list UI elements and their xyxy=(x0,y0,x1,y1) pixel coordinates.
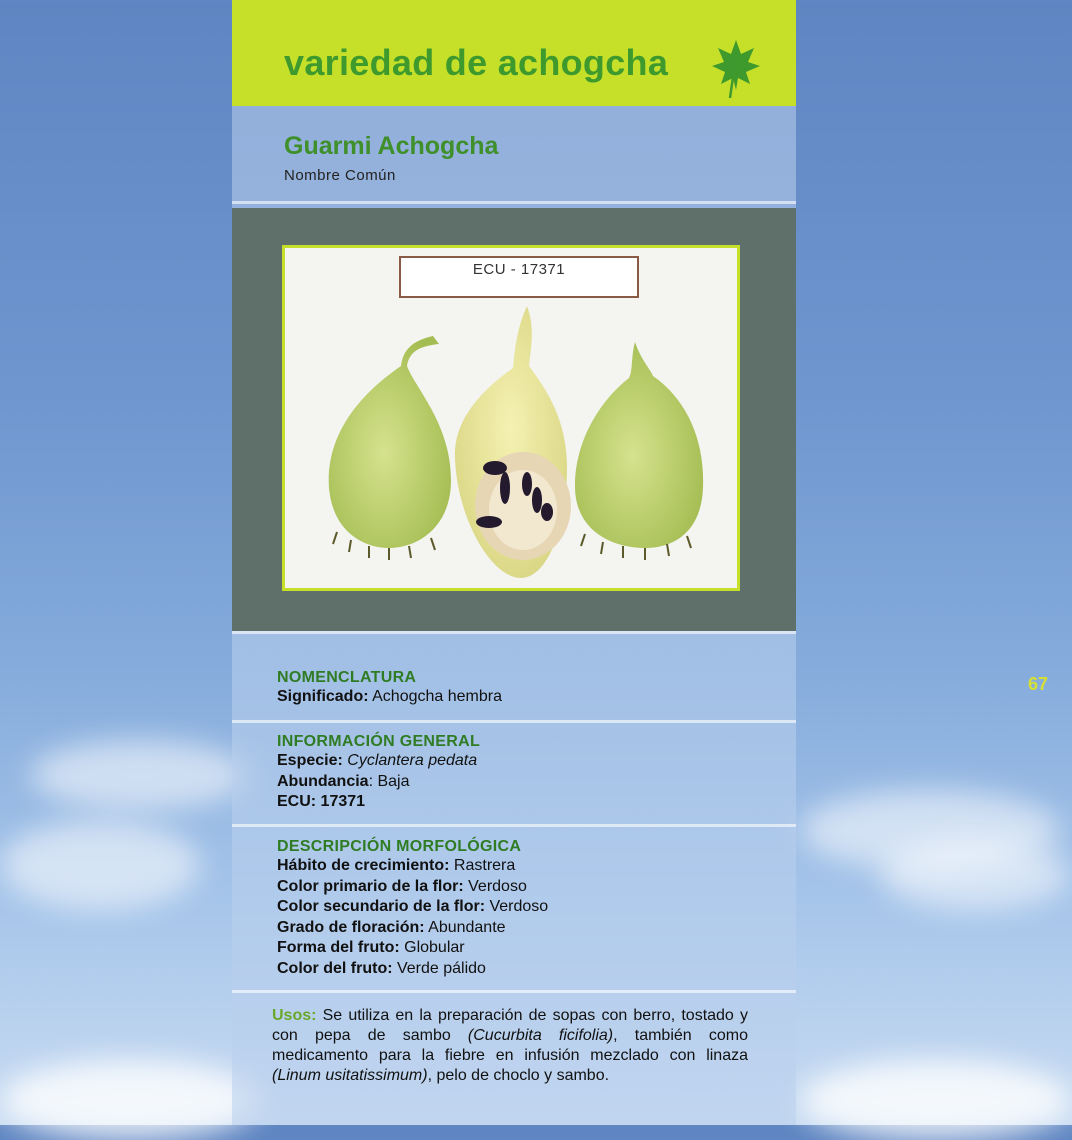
header-banner xyxy=(232,0,796,106)
ecu-line xyxy=(277,792,480,813)
item-label: Grado de floración: xyxy=(277,918,425,936)
cloud xyxy=(0,1060,260,1140)
abundancia-line xyxy=(277,772,480,793)
divider xyxy=(232,720,796,723)
specimen-label: ECU - 17371 xyxy=(399,256,639,298)
descripcion-item xyxy=(277,959,548,980)
item-label: Color secundario de la flor: xyxy=(277,898,486,915)
info-general-section xyxy=(277,733,480,813)
page-number: 67 xyxy=(1028,674,1049,694)
descripcion-item xyxy=(277,897,548,918)
usos-text: , pelo de choclo y sambo. xyxy=(427,1067,610,1084)
descripcion-item xyxy=(277,938,548,959)
usos-label: Usos: xyxy=(272,1007,317,1024)
item-label: Color del fruto: xyxy=(277,959,393,977)
item-value: Verdoso xyxy=(463,877,527,895)
cloud xyxy=(30,740,250,810)
abundancia-label: Abundancia xyxy=(277,772,369,790)
descripcion-item xyxy=(277,877,548,898)
especie-value: Cyclantera pedata xyxy=(347,752,478,769)
abundancia-value: : Baja xyxy=(368,772,410,790)
cloud xyxy=(0,820,200,910)
divider xyxy=(232,201,796,204)
usos-species: (Cucurbita ficifolia) xyxy=(467,1027,614,1044)
divider xyxy=(232,990,796,993)
item-value: Rastrera xyxy=(449,857,516,874)
item-label: Color primario de la flor: xyxy=(277,877,464,895)
achogcha-fruits-image xyxy=(285,248,737,588)
nomenclatura-section xyxy=(277,669,502,708)
significado-label: Significado: xyxy=(277,688,369,705)
info-general-heading: INFORMACIÓN GENERAL xyxy=(277,733,481,750)
usos-text: , también como medicamento para la fiebre en infusión mezclado con linaza xyxy=(272,1027,748,1064)
descripcion-item xyxy=(277,856,548,877)
descripcion-heading: DESCRIPCIÓN MORFOLÓGICA xyxy=(277,838,522,855)
leaf-icon xyxy=(710,36,762,100)
especie-label: Especie: xyxy=(277,752,343,769)
cloud xyxy=(880,840,1070,910)
page-title: variedad de achogcha xyxy=(284,42,669,83)
divider xyxy=(232,631,796,634)
nomenclatura-heading: NOMENCLATURA xyxy=(277,669,417,686)
item-label: Hábito de crecimiento: xyxy=(277,857,450,874)
usos-species: (Linum usitatissimum) xyxy=(272,1067,428,1084)
item-value: Abundante xyxy=(424,918,506,936)
item-value: Verde pálido xyxy=(392,959,486,977)
significado-value: Achogcha hembra xyxy=(368,688,502,705)
item-value: Globular xyxy=(399,939,465,956)
descripcion-item xyxy=(277,918,548,939)
fruit-photo xyxy=(282,245,740,591)
especie-line xyxy=(277,751,480,772)
item-label: Forma del fruto: xyxy=(277,939,400,956)
descripcion-section xyxy=(277,838,548,979)
variety-subtitle: Nombre Común xyxy=(284,167,396,184)
ecu-label: ECU: 17371 xyxy=(277,793,366,810)
divider xyxy=(232,824,796,827)
variety-name: Guarmi Achogcha xyxy=(284,132,499,160)
variety-name-block xyxy=(284,132,498,184)
usos-text: Se utiliza en la preparación de sopas con berro, tostado y con pepa de sambo xyxy=(272,1007,748,1044)
significado-line xyxy=(277,687,502,708)
usos-paragraph xyxy=(272,1006,748,1086)
item-value: Verdoso xyxy=(485,898,549,915)
cloud xyxy=(800,1060,1072,1140)
